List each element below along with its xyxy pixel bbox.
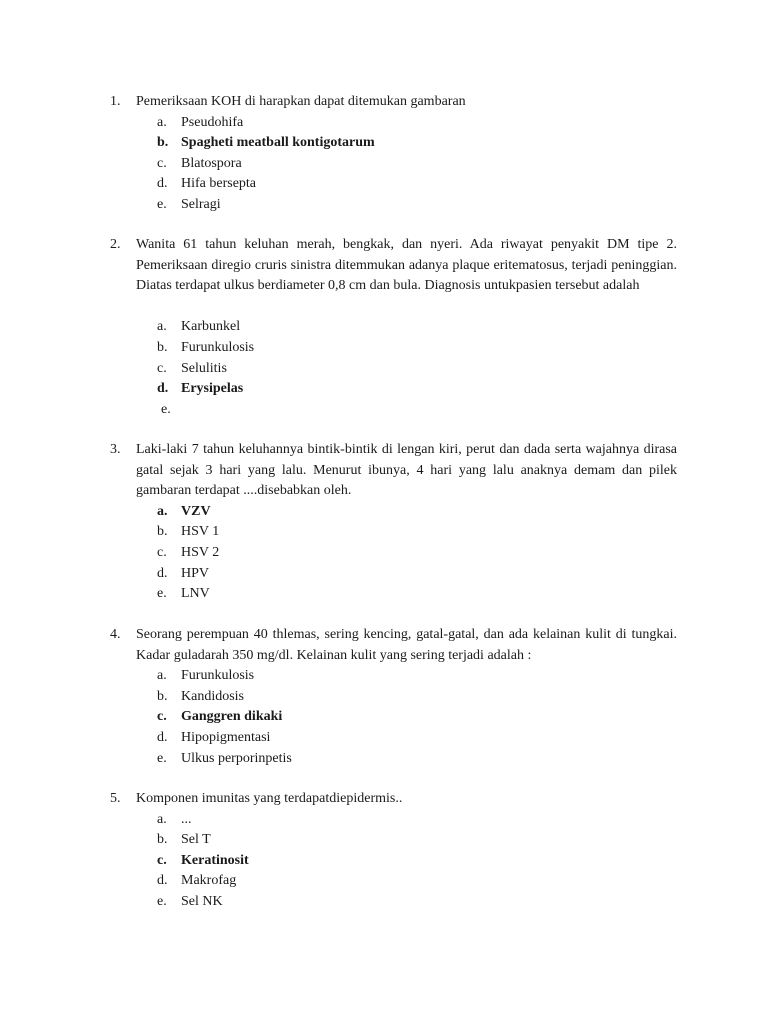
option-a (0, 666, 768, 687)
option-a (0, 317, 768, 338)
option-letter: c. (157, 852, 167, 868)
answer-options (0, 317, 768, 420)
option-b-correct (0, 133, 768, 154)
option-text: Blatospora (181, 155, 242, 171)
option-a-correct (0, 502, 768, 523)
option-letter: c. (157, 544, 167, 560)
option-b (0, 830, 768, 851)
option-letter: a. (157, 114, 167, 130)
option-letter: c. (157, 360, 167, 376)
option-text: Makrofag (181, 873, 237, 889)
option-d (0, 174, 768, 195)
option-text: Furunkulosis (181, 339, 255, 355)
question-text: Komponen imunitas yang terdapatdiepidermis.. (136, 791, 403, 806)
option-letter: b. (157, 135, 169, 151)
option-letter: d. (157, 565, 168, 581)
option-text: HSV 1 (181, 524, 220, 540)
option-text: Karbunkel (181, 319, 241, 335)
option-text: Selulitis (181, 360, 227, 376)
option-text: Furunkulosis (181, 668, 255, 684)
answer-options (0, 113, 768, 216)
option-letter: e. (161, 401, 171, 417)
question-number: 2. (110, 237, 121, 252)
option-text: Spagheti meatball kontigotarum (181, 135, 375, 151)
option-c-correct (0, 707, 768, 728)
option-c (0, 543, 768, 564)
option-e (0, 584, 768, 605)
option-e (0, 892, 768, 913)
option-letter: b. (157, 688, 168, 704)
option-letter: a. (157, 319, 167, 335)
option-letter: e. (157, 586, 167, 602)
question-text: Wanita 61 tahun keluhan merah, bengkak, dan nyeri. Ada riwayat penyakit DM tipe 2. Pemeriksaan diregio cruris sinistra ditemmukan adanya plaque eritematosus, terjadi peninggian. Diatas terdapat ulkus berdiameter 0,8 cm dan bula. Diagnosis untukpasien tersebut adalah (136, 237, 677, 294)
question-number: 4. (110, 627, 121, 642)
option-b (0, 687, 768, 708)
option-letter: a. (157, 668, 167, 684)
option-letter: a. (157, 811, 167, 827)
option-text: Keratinosit (181, 852, 249, 868)
option-a (0, 810, 768, 831)
question-text: Laki-laki 7 tahun keluhannya bintik-bintik di lengan kiri, perut dan dada serta wajahnya dirasa gatal sejak 3 hari yang lalu. Menurut ibunya, 4 hari yang lalu anaknya demam dan pilek gambaran terdapat ....disebabkan oleh. (136, 442, 677, 499)
answer-options (0, 502, 768, 605)
option-text: VZV (181, 503, 211, 519)
option-letter: e. (157, 750, 167, 766)
option-letter: d. (157, 176, 168, 192)
option-text: ... (181, 811, 192, 827)
question-number: 5. (110, 791, 121, 806)
option-letter: d. (157, 381, 169, 397)
option-e (0, 195, 768, 216)
option-d (0, 564, 768, 585)
option-e (0, 749, 768, 770)
option-text: HPV (181, 565, 210, 581)
option-text: Ulkus perporinpetis (181, 750, 292, 766)
question-text: Pemeriksaan KOH di harapkan dapat ditemukan gambaran (136, 94, 466, 109)
option-text: Erysipelas (181, 381, 244, 397)
option-text: HSV 2 (181, 544, 220, 560)
option-letter: e. (157, 196, 167, 212)
option-text: LNV (181, 586, 210, 602)
question-number: 3. (110, 442, 121, 457)
option-letter: b. (157, 832, 168, 848)
option-d (0, 728, 768, 749)
option-text: Kandidosis (181, 688, 244, 704)
option-letter: c. (157, 709, 167, 725)
question-text: Seorang perempuan 40 thlemas, sering kencing, gatal-gatal, dan ada kelainan kulit di tungkai. Kadar guladarah 350 mg/dl. Kelainan kulit yang sering terjadi adalah : (136, 627, 677, 663)
option-letter: e. (157, 893, 167, 909)
option-a (0, 113, 768, 134)
option-text: Hifa bersepta (181, 176, 257, 192)
option-c (0, 359, 768, 380)
option-letter: d. (157, 873, 168, 889)
option-c-correct (0, 851, 768, 872)
option-text: Ganggren dikaki (181, 709, 283, 725)
option-letter: a. (157, 503, 168, 519)
option-text: Selragi (181, 196, 221, 212)
option-text: Sel NK (181, 893, 223, 909)
option-letter: d. (157, 729, 168, 745)
option-text: Hipopigmentasi (181, 729, 271, 745)
option-d (0, 871, 768, 892)
option-text: Pseudohifa (181, 114, 244, 130)
question-number: 1. (110, 94, 121, 109)
option-c (0, 154, 768, 175)
option-letter: b. (157, 339, 168, 355)
option-b (0, 338, 768, 359)
answer-options (0, 810, 768, 913)
option-b (0, 522, 768, 543)
option-e (0, 400, 768, 421)
option-letter: b. (157, 524, 168, 540)
option-letter: c. (157, 155, 167, 171)
option-text: Sel T (181, 832, 211, 848)
answer-options (0, 666, 768, 769)
option-d-correct (0, 379, 768, 400)
